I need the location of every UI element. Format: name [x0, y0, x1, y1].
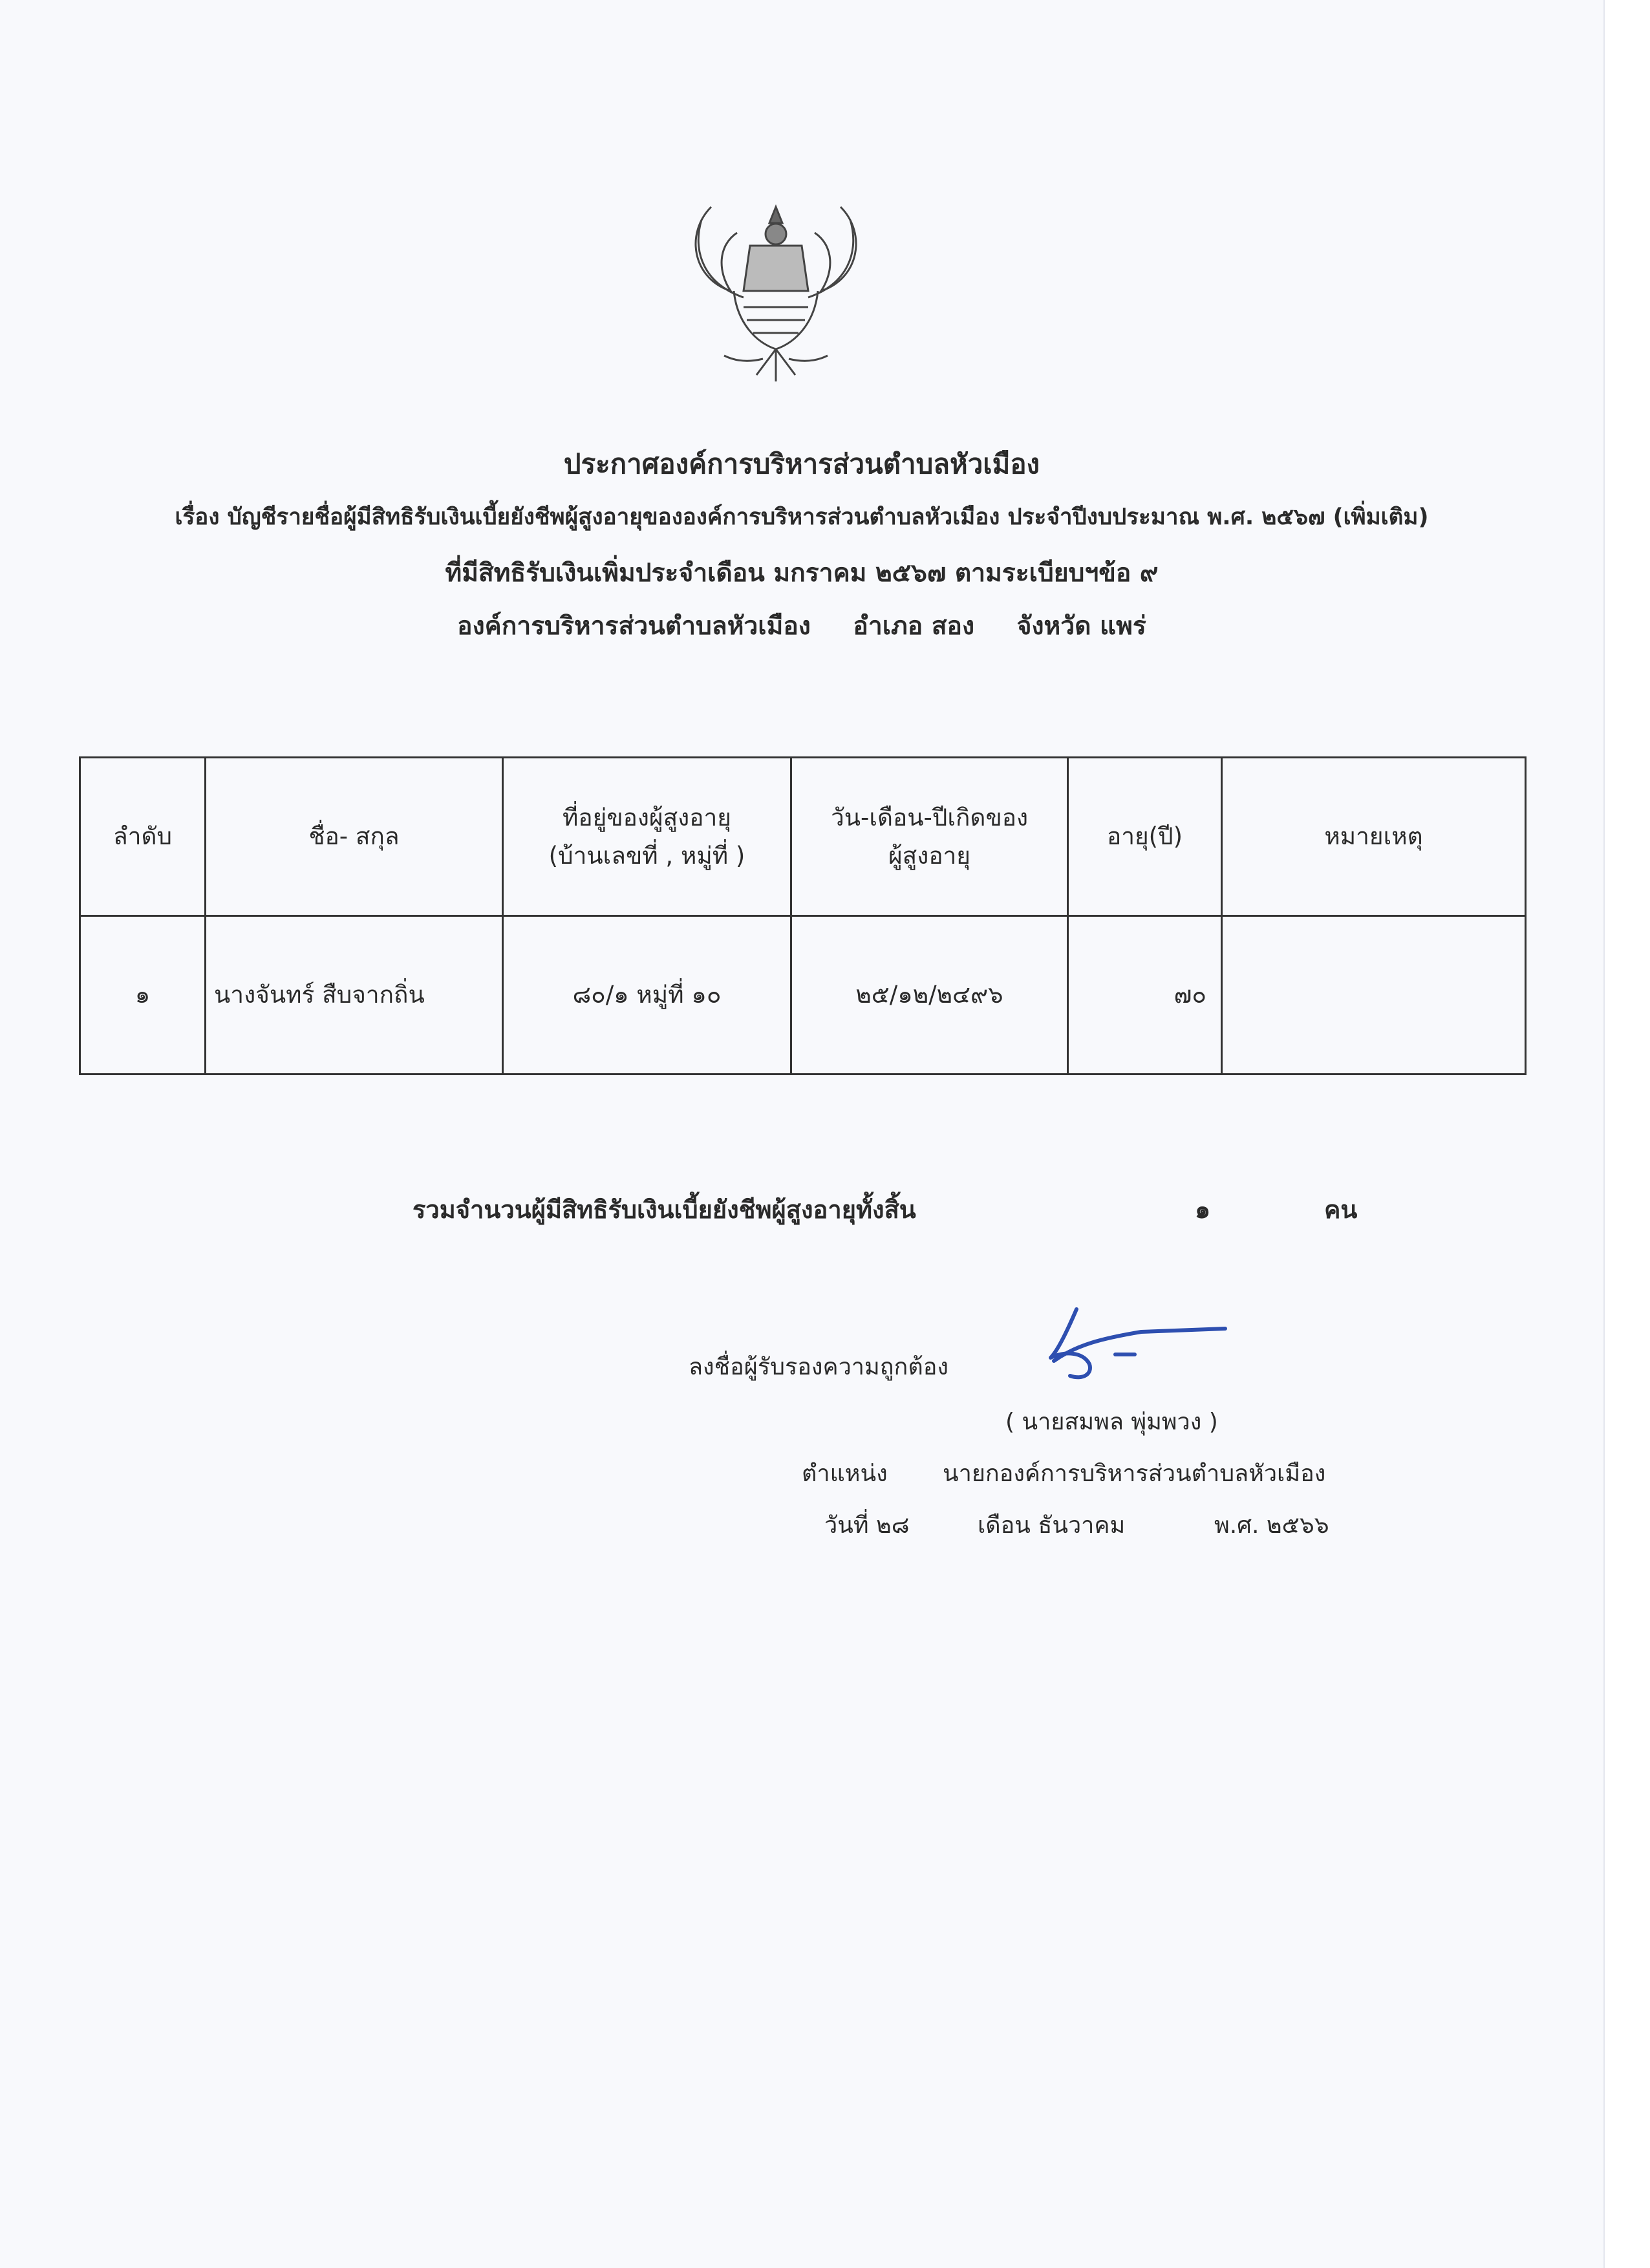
- cell-address: ๘๐/๑ หมู่ที่ ๑๐: [503, 916, 791, 1075]
- cell-name: นางจันทร์ สืบจากถิ่น: [206, 916, 503, 1075]
- position-value: นายกองค์การบริหารส่วนตำบลหัวเมือง: [943, 1460, 1326, 1487]
- announcement-location: [0, 606, 1603, 646]
- total-label: รวมจำนวนผู้มีสิทธิรับเงินเบี้ยยังชีพผู้สูงอายุทั้งสิ้น: [412, 1195, 916, 1224]
- province-name: จังหวัด แพร่: [1016, 612, 1146, 641]
- cell-age: ๗๐: [1068, 916, 1222, 1075]
- table-header-row: [80, 758, 1526, 916]
- cell-note: [1222, 916, 1526, 1075]
- date-month: เดือน ธันวาคม: [978, 1512, 1126, 1539]
- col-header-note: หมายเหตุ: [1222, 758, 1526, 916]
- beneficiary-table: [79, 756, 1527, 1075]
- col-header-no: ลำดับ: [80, 758, 206, 916]
- district-name: อำเภอ สอง: [853, 612, 975, 641]
- total-unit: คน: [1324, 1195, 1358, 1224]
- announcement-subtitle: ที่มีสิทธิรับเงินเพิ่มประจำเดือน มกราคม ๒๕๖๗ ตามระเบียบฯข้อ ๙: [445, 559, 1159, 588]
- date-year: พ.ศ. ๒๕๖๖: [1214, 1512, 1329, 1539]
- date-day: วันที่ ๒๘: [824, 1512, 910, 1539]
- certifier-label: ลงชื่อผู้รับรองความถูกต้อง: [689, 1354, 948, 1380]
- announcement-title: ประกาศองค์การบริหารส่วนตำบลหัวเมือง: [563, 448, 1040, 480]
- garuda-emblem-icon: [672, 194, 879, 388]
- col-header-address: ที่อยู่ของผู้สูงอายุ (บ้านเลขที่ , หมู่ที่ ): [503, 758, 791, 916]
- cell-no: ๑: [80, 916, 206, 1075]
- cell-birthdate: ๒๕/๑๒/๒๔๙๖: [791, 916, 1068, 1075]
- handwritten-signature: [1038, 1300, 1232, 1390]
- certifier-name: ( นายสมพล พุ่มพวง ): [1005, 1409, 1218, 1435]
- col-header-name: ชื่อ- สกุล: [206, 758, 503, 916]
- total-count: ๑: [1195, 1195, 1211, 1224]
- scan-margin: [1603, 0, 1650, 2268]
- col-header-age: อายุ(ปี): [1068, 758, 1222, 916]
- col-header-birthdate: วัน-เดือน-ปีเกิดของ ผู้สูงอายุ: [791, 758, 1068, 916]
- position-label: ตำแหน่ง: [802, 1460, 888, 1487]
- announcement-subject: เรื่อง บัญชีรายชื่อผู้มีสิทธิรับเงินเบี้ยยังชีพผู้สูงอายุขององค์การบริหารส่วนตำบลหัวเมือง ประจำปีงบประมาณ พ.ศ. ๒๕๖๗ (เพิ่มเติม): [175, 504, 1429, 530]
- table-row: [80, 916, 1526, 1075]
- org-name: องค์การบริหารส่วนตำบลหัวเมือง: [457, 612, 811, 641]
